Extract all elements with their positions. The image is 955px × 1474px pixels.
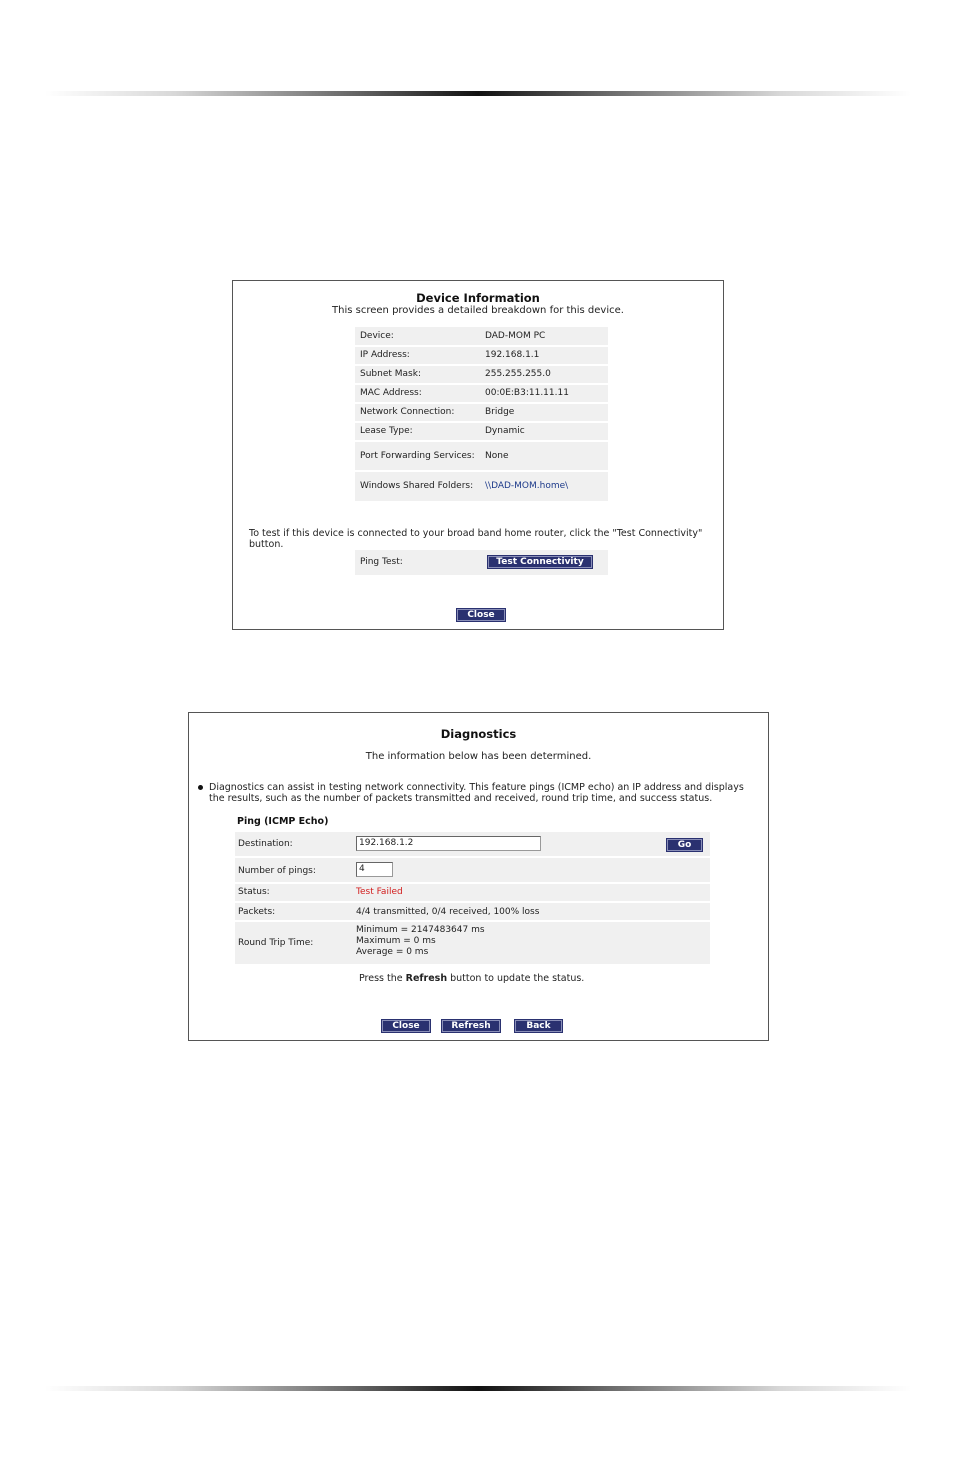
diagnostics-title: Diagnostics	[440, 727, 517, 741]
row-label: Device:	[355, 327, 480, 346]
destination-label: Destination:	[238, 839, 293, 849]
rtt-maximum: Maximum = 0 ms	[356, 936, 436, 946]
destination-row	[235, 832, 710, 858]
destination-input[interactable]: 192.168.1.2	[356, 836, 541, 851]
number-of-pings-input[interactable]: 4	[356, 862, 393, 877]
ping-test-label: Ping Test:	[360, 557, 403, 567]
row-label: Lease Type:	[355, 422, 480, 441]
device-info-subtitle: This screen provides a detailed breakdown for this device.	[332, 305, 624, 316]
ping-section-title: Ping (ICMP Echo)	[237, 816, 329, 827]
device-info-table	[355, 327, 608, 503]
ping-form	[235, 832, 710, 964]
device-information-panel	[232, 280, 724, 630]
bottom-decorative-rule	[45, 1386, 911, 1391]
rtt-minimum: Minimum = 2147483647 ms	[356, 925, 485, 935]
table-row	[355, 384, 608, 403]
test-connectivity-button[interactable]: Test Connectivity	[488, 556, 592, 568]
diagnostics-close-button[interactable]: Close	[382, 1020, 430, 1032]
top-decorative-rule	[45, 91, 911, 96]
diagnostics-description: Diagnostics can assist in testing network connectivity. This feature pings (ICMP echo) an IP address and displays the results, such as the number of packets transmitted and received, round trip time, and success status.	[209, 782, 744, 804]
row-value: 00:0E:B3:11.11.11	[480, 384, 608, 403]
table-row	[355, 327, 608, 346]
row-label: Subnet Mask:	[355, 365, 480, 384]
table-row	[355, 471, 608, 502]
pings-label: Number of pings:	[238, 866, 316, 876]
packets-label: Packets:	[238, 907, 276, 917]
shared-folder-link[interactable]: \\DAD-MOM.home\	[480, 471, 608, 502]
row-value: None	[480, 441, 608, 471]
refresh-note-post: button to update the status.	[447, 973, 585, 984]
refresh-note-pre: Press the	[359, 973, 406, 984]
table-row	[355, 403, 608, 422]
packets-value: 4/4 transmitted, 0/4 received, 100% loss	[356, 907, 540, 917]
pings-row	[235, 858, 710, 884]
status-value: Test Failed	[356, 887, 403, 897]
close-button[interactable]: Close	[457, 609, 505, 621]
go-button[interactable]: Go	[667, 839, 702, 851]
row-label: MAC Address:	[355, 384, 480, 403]
table-row	[355, 422, 608, 441]
bullet-icon	[198, 785, 203, 790]
device-info-title: Device Information	[416, 291, 540, 305]
table-row	[355, 365, 608, 384]
row-label: Network Connection:	[355, 403, 480, 422]
round-trip-row	[235, 922, 710, 964]
diagnostics-subtitle: The information below has been determined.	[365, 751, 592, 762]
status-label: Status:	[238, 887, 270, 897]
row-value: Dynamic	[480, 422, 608, 441]
ping-test-row	[355, 550, 608, 575]
refresh-note-bold: Refresh	[405, 973, 448, 984]
round-trip-label: Round Trip Time:	[238, 938, 314, 948]
row-value: 255.255.255.0	[480, 365, 608, 384]
table-row	[355, 441, 608, 471]
row-label: IP Address:	[355, 346, 480, 365]
row-value: Bridge	[480, 403, 608, 422]
status-row	[235, 884, 710, 903]
diagnostics-panel	[188, 712, 769, 1041]
back-button[interactable]: Back	[515, 1020, 562, 1032]
rtt-average: Average = 0 ms	[356, 947, 429, 957]
row-label: Windows Shared Folders:	[355, 471, 480, 502]
refresh-note	[359, 973, 584, 984]
packets-row	[235, 903, 710, 922]
row-label: Port Forwarding Services:	[355, 441, 480, 471]
test-connectivity-note: To test if this device is connected to your broad band home router, click the "Test Connectivity" button.	[249, 528, 703, 550]
row-value: 192.168.1.1	[480, 346, 608, 365]
round-trip-values	[356, 925, 485, 958]
refresh-button[interactable]: Refresh	[442, 1020, 500, 1032]
table-row	[355, 346, 608, 365]
row-value: DAD-MOM PC	[480, 327, 608, 346]
